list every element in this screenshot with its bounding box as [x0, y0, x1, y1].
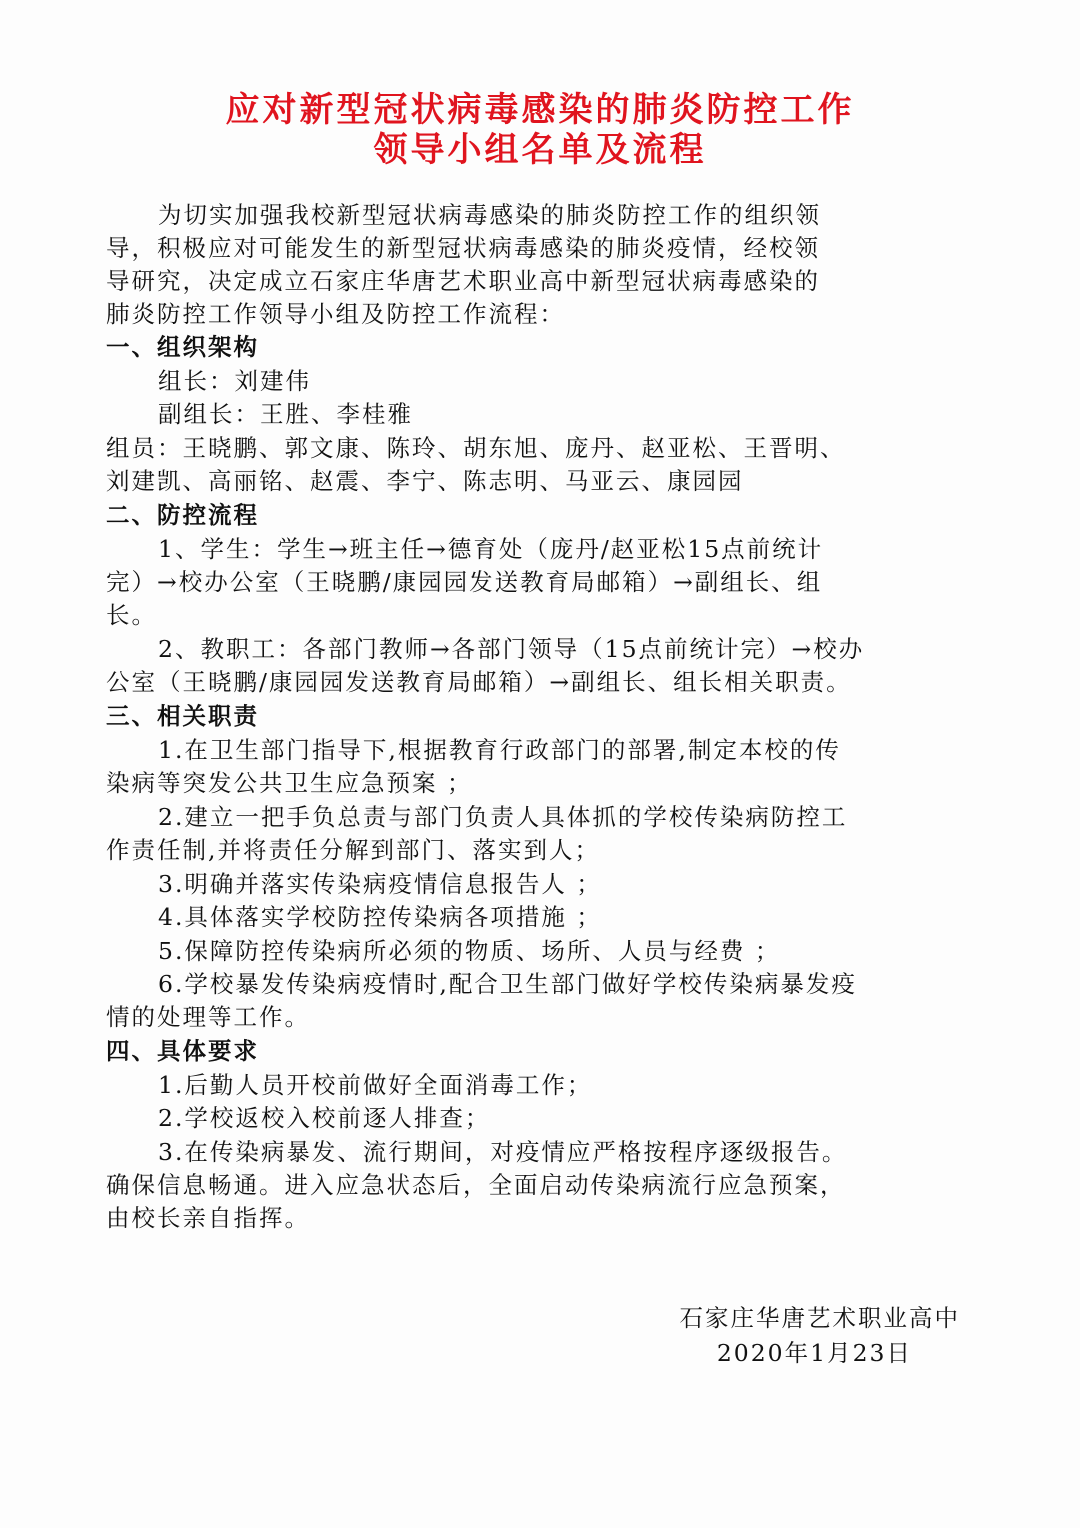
leader-line: 组长：刘建伟 [158, 367, 311, 395]
requirement-item-3-line-1: 3.在传染病暴发、流行期间，对疫情应严格按程序逐级报告。 [158, 1138, 848, 1166]
duty-item-5: 5.保障防控传染病所必须的物质、场所、人员与经费 ； [158, 937, 781, 965]
members-line-2: 刘建凯、高丽铭、赵震、李宁、陈志明、马亚云、康园园 [106, 467, 744, 495]
process-item-1-line-3: 长。 [106, 601, 157, 629]
section-heading-process: 二、防控流程 [106, 501, 259, 529]
requirement-item-2: 2.学校返校入校前逐人排查； [158, 1104, 491, 1132]
intro-line-4: 肺炎防控工作领导小组及防控工作流程： [106, 300, 565, 328]
signature-organization: 石家庄华唐艺术职业高中 [679, 1304, 960, 1332]
duty-item-3: 3.明确并落实传染病疫情信息报告人 ； [158, 870, 602, 898]
process-item-2-line-2: 公室（王晓鹏/康园园发送教育局邮箱）→副组长、组长相关职责。 [106, 668, 852, 696]
duty-item-1-line-1: 1.在卫生部门指导下,根据教育行政部门的部署,制定本校的传 [158, 736, 841, 764]
requirement-item-1: 1.后勤人员开校前做好全面消毒工作； [158, 1071, 593, 1099]
process-item-1-line-2: 完）→校办公室（王晓鹏/康园园发送教育局邮箱）→副组长、组 [106, 568, 823, 596]
members-line-1: 组员：王晓鹏、郭文康、陈玲、胡东旭、庞丹、赵亚松、王晋明、 [106, 434, 846, 462]
duty-item-4: 4.具体落实学校防控传染病各项措施 ； [158, 903, 602, 931]
duty-item-6-line-1: 6.学校暴发传染病疫情时,配合卫生部门做好学校传染病暴发疫 [158, 970, 857, 998]
requirement-item-3-line-2: 确保信息畅通。进入应急状态后，全面启动传染病流行应急预案， [106, 1171, 846, 1199]
duty-item-2-line-1: 2.建立一把手负总责与部门负责人具体抓的学校传染病防控工 [158, 803, 848, 831]
title-line-2: 领导小组名单及流程 [373, 130, 707, 170]
signature-date: 2020年1月23日 [716, 1339, 912, 1367]
duty-item-1-line-2: 染病等突发公共卫生应急预案 ； [106, 769, 473, 797]
section-heading-requirements: 四、具体要求 [106, 1037, 259, 1065]
process-item-2-line-1: 2、教职工：各部门教师→各部门领导（15点前统计完）→校办 [158, 635, 865, 663]
deputy-line: 副组长：王胜、李桂雅 [158, 400, 413, 428]
process-item-1-line-1: 1、学生：学生→班主任→德育处（庞丹/赵亚松15点前统计 [158, 535, 824, 563]
duty-item-6-line-2: 情的处理等工作。 [106, 1003, 310, 1031]
intro-line-1: 为切实加强我校新型冠状病毒感染的肺炎防控工作的组织领 [158, 201, 821, 229]
section-heading-duties: 三、相关职责 [106, 702, 259, 730]
section-heading-organization: 一、组织架构 [106, 333, 259, 361]
duty-item-2-line-2: 作责任制,并将责任分解到部门、落实到人； [106, 836, 600, 864]
intro-line-3: 导研究，决定成立石家庄华唐艺术职业高中新型冠状病毒感染的 [106, 267, 820, 295]
title-line-1: 应对新型冠状病毒感染的肺炎防控工作 [225, 90, 855, 130]
intro-line-2: 导，积极应对可能发生的新型冠状病毒感染的肺炎疫情，经校领 [106, 234, 820, 262]
requirement-item-3-line-3: 由校长亲自指挥。 [106, 1204, 310, 1232]
